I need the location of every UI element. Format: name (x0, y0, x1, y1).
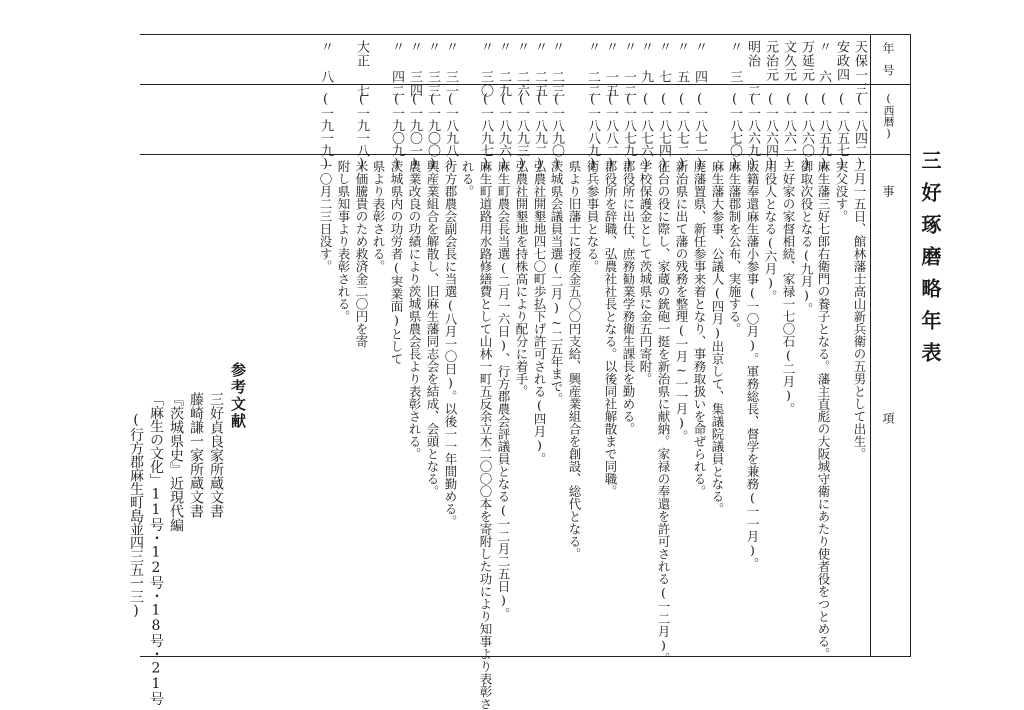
row-event: れる。 (460, 160, 475, 198)
row-seireki: (一八六〇) (799, 92, 814, 171)
row-seireki: (一八六四) (763, 92, 778, 171)
reference-item: 三好貞良家所蔵文書 (208, 392, 224, 518)
row-year: 〃 二六 (514, 40, 529, 98)
row-seireki: (一八五九) (816, 92, 831, 171)
row-event: 麻生藩三好七郎右衛門の養子となる。藩主直彪の大阪城守衛にあたり使者役をつとめる。 (816, 160, 831, 660)
row-year: 〃 五 (674, 40, 689, 84)
row-event: 米価騰貴のため救済金二〇円を寄 (354, 160, 369, 348)
row-event: 一〇月二三日没す。 (318, 160, 333, 273)
row-event: 興産業組合を解散し、旧麻生藩同志会を結成、会頭となる。 (425, 160, 440, 498)
row-event: 麻生藩郡制を公布、実施する。 (727, 160, 742, 335)
row-seireki: (一八八二) (603, 92, 618, 171)
row-year: 明治 二 (745, 40, 760, 98)
reference-item: (行方郡麻生町島並四三五一三) (128, 412, 144, 619)
row-year: 〃 一二 (621, 40, 636, 98)
row-seireki: (一八九三) (514, 92, 529, 171)
row-seireki: (一九一八) (354, 92, 369, 171)
header-column-line (870, 34, 871, 657)
row-seireki: (一八九二) (532, 92, 547, 171)
header-seireki: (西暦) (882, 92, 895, 140)
row-year: 天保一三 (852, 40, 867, 96)
row-year: 〃 三 (727, 40, 742, 84)
row-event: 衛兵参事員となる。 (585, 160, 600, 273)
reference-item: 藤崎謙一家所蔵文書 (188, 392, 204, 518)
row-year: 万延元 (799, 40, 814, 82)
row-event: 版籍奉還麻生藩小参事(一〇月)。軍務総長、督学を兼務(一一月)。 (745, 160, 760, 570)
row-event: 附し県知事より表彰される。 (336, 160, 351, 323)
row-seireki: (一九〇九) (389, 92, 404, 171)
header-year: 年号 (881, 42, 895, 86)
row-year: 〃 六 (816, 40, 831, 84)
row-seireki: (一八八九) (585, 92, 600, 171)
row-seireki: (一九〇〇) (425, 92, 440, 171)
row-year: 〃 三三 (425, 40, 440, 98)
row-year: 〃 九 (638, 40, 653, 84)
frame-top-line (140, 34, 910, 35)
header-event-b: 項 (881, 412, 895, 424)
frame-right-line (910, 34, 911, 657)
row-event: 三好家の家督相続、家禄一七〇石(二月)。 (781, 160, 796, 415)
row-seireki: (一八五七) (834, 92, 849, 171)
row-seireki: (一八九六) (496, 92, 511, 171)
row-year: 〃 二二 (585, 40, 600, 98)
row-event: 廃藩置県、新任参事来着となり、事務取扱いを命ぜられる。 (692, 160, 707, 498)
row-event: 新治県に出て藩の残務を整理(一月~一一月)。 (674, 160, 689, 443)
row-seireki: (一八九七) (478, 92, 493, 171)
row-event: 県より旧藩士に授産金五〇〇円支給、興産業組合を創設、総代となる。 (567, 160, 582, 560)
row-year: 〃 三一 (443, 40, 458, 98)
row-year: 文久元 (781, 40, 796, 82)
row-event: 弘農社開墾地を持株高により配分に着手。 (514, 160, 529, 398)
row-year: 〃 三〇 (478, 40, 493, 98)
row-event: 学校保護金として茨城県に金五円寄附。 (638, 160, 653, 385)
row-year: 〃 七 (656, 40, 671, 84)
row-seireki: (一八六一) (781, 92, 796, 171)
row-event: 茨城県内の功労者(実業面)として (389, 160, 404, 365)
row-year: 〃 二九 (496, 40, 511, 98)
row-year: 〃 四 (692, 40, 707, 84)
row-year: 〃 二五 (532, 40, 547, 98)
document-title: 三好琢磨略年表 (918, 150, 942, 374)
row-event: 茨城県会議員当選(二月)~二五年まで。 (549, 160, 564, 405)
row-event: 麻生町道路用水路修繕費として山林一町五反余立木二〇〇〇本を寄附した功により知事より表彰さ (478, 160, 493, 710)
row-event: 征台の役に際し、家蔵の銃砲一挺を新治県に献納。家禄の奉還を許可される(一二月)。 (656, 160, 671, 665)
row-seireki: (一八九〇) (549, 92, 564, 171)
row-seireki: (一八九八) (443, 92, 458, 171)
row-event: 実父没す。 (834, 160, 849, 223)
header-event-a: 事 (881, 185, 895, 197)
row-event: 郡役所を辞職、弘農社社長となる。以後同社解散まで同職。 (603, 160, 618, 498)
row-event: 麻生藩大参事、公議人(四月)出京して、集議院議員となる。 (710, 160, 725, 515)
row-year: 〃 三四 (407, 40, 422, 98)
row-seireki: (一八七六) (638, 92, 653, 171)
row-year: 〃 四二 (389, 40, 404, 98)
row-seireki: (一九一九) (318, 92, 333, 171)
row-seireki: (一八六九) (745, 92, 760, 171)
row-seireki: (一八七二) (674, 92, 689, 171)
row-event: 県より表彰される。 (371, 160, 386, 273)
references-heading: 参考文献 (229, 362, 247, 430)
row-year: 〃 一五 (603, 40, 618, 98)
row-event: 御取次役となる(九月)。 (799, 160, 814, 315)
row-seireki: (一九〇一) (407, 92, 422, 171)
row-year: 元治元 (763, 40, 778, 82)
row-event: 二月一五日、館林藩士高山新兵衛の五男として出生。 (852, 160, 867, 460)
row-year: 〃 二三 (549, 40, 564, 98)
row-event: 農業改良の功績により茨城県農会長より表彰される。 (407, 160, 422, 460)
row-event: 弘農社開墾地四七〇町歩払下げ許可される(四月)。 (532, 160, 547, 465)
row-year: 大正 七 (354, 40, 369, 98)
row-seireki: (一八七一) (692, 92, 707, 171)
row-year: 〃 八 (318, 40, 333, 84)
row-seireki: (一八七九) (621, 92, 636, 171)
row-seireki: (一八七〇) (727, 92, 742, 171)
row-event: 郡役所に出仕、庶務勧業学務衛生課長を勤める。 (621, 160, 636, 435)
row-event: 麻生町農会長当選(二月一六日)、行方郡農会評議員となる(一二月二五日)。 (496, 160, 511, 620)
frame-bottom-line (140, 656, 910, 657)
row-seireki: (一八七四) (656, 92, 671, 171)
row-seireki: (一八四二) (852, 92, 867, 171)
row-event: 行方郡農会副会長に当選(八月一〇日)。以後一一年間勤める。 (443, 160, 458, 528)
row-year: 安政四 (834, 40, 849, 82)
row-event: 用役人となる(六月)。 (763, 160, 778, 303)
reference-item: 「麻生の文化」11号・12号・18号・21号 (148, 392, 164, 705)
reference-item: 『茨城県史』近現代編 (168, 392, 184, 532)
